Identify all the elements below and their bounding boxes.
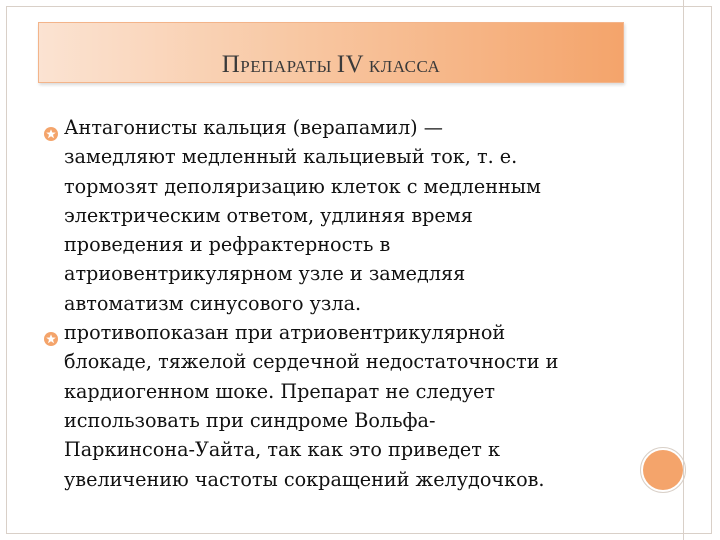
bullet-line: автоматизм синусового узла. <box>64 291 362 315</box>
bullet-line: замедляют медленный кальциевый ток, т. е. <box>64 145 518 169</box>
bullet-line: противопоказан при атриовентрикулярной <box>64 321 506 345</box>
bullet-line: атриовентрикулярном узле и замедляя <box>64 262 466 286</box>
title-initial-1: П <box>221 51 241 78</box>
bullet-line: проведения и рефрактерность в <box>64 233 391 257</box>
bullet-line: электрическим ответом, удлиняя время <box>64 203 473 227</box>
star-bullet-icon <box>44 120 58 134</box>
bullet-line: использовать при синдроме Вольфа- <box>64 408 436 432</box>
bullet-line: Антагонисты кальция (верапамил) — <box>64 116 443 139</box>
title-word-2: IV <box>336 51 365 78</box>
star-bullet-icon <box>44 325 58 339</box>
bullet-item <box>44 113 634 318</box>
bullet-line: увеличению частоты сокращений желудочков. <box>64 467 545 491</box>
bullet-line: тормозят деполяризацию клеток с медленным <box>64 174 541 198</box>
title-bar <box>38 22 624 83</box>
title-word-1: РЕПАРАТЫ <box>240 57 332 76</box>
bullet-line: кардиогенном шоке. Препарат не следует <box>64 379 496 403</box>
bullet-line: блокаде, тяжелой сердечной недостаточности и <box>64 350 559 374</box>
title-word-3: ЛАССА <box>380 57 441 76</box>
bullet-item <box>44 318 634 494</box>
decorative-circle <box>643 450 683 490</box>
bullet-list <box>44 113 634 494</box>
slide-title <box>39 51 623 79</box>
bullet-line: Паркинсона-Уайта, так как это приведет к <box>64 438 500 462</box>
title-initial-3: К <box>368 57 381 76</box>
